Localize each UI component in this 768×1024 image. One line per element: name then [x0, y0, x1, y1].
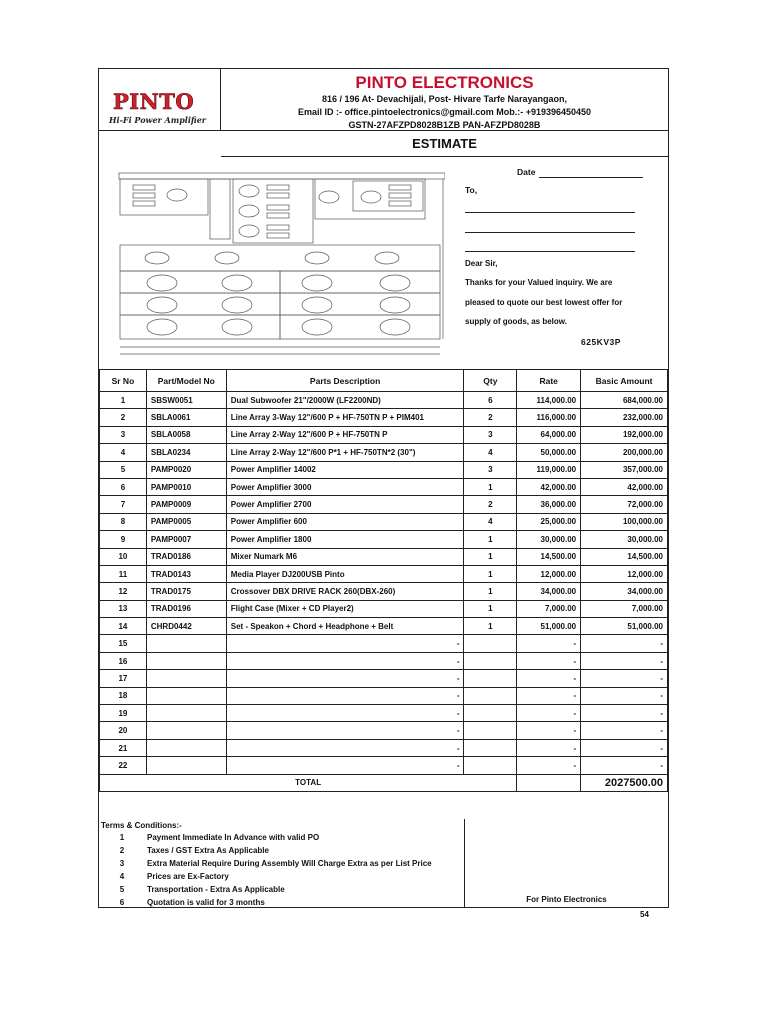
cell-part-model	[146, 687, 226, 704]
cell-rate: 119,000.00	[517, 461, 581, 478]
cell-qty: 1	[464, 565, 517, 582]
cell-sr-no: 5	[100, 461, 147, 478]
cell-rate: -	[517, 722, 581, 739]
cell-qty: 1	[464, 531, 517, 548]
cell-amount: -	[581, 652, 668, 669]
cell-qty	[464, 635, 517, 652]
cell-amount: 7,000.00	[581, 600, 668, 617]
table-row	[100, 461, 668, 478]
cell-part-model: TRAD0196	[146, 600, 226, 617]
cell-sr-no: 8	[100, 513, 147, 530]
cell-description: Dual Subwoofer 21"/2000W (LF2200ND)	[226, 392, 464, 409]
cell-rate: 114,000.00	[517, 392, 581, 409]
table-row	[100, 548, 668, 565]
table-row	[100, 531, 668, 548]
table-row	[100, 565, 668, 582]
cell-amount: -	[581, 687, 668, 704]
cell-description: Power Amplifier 2700	[226, 496, 464, 513]
cell-part-model: PAMP0010	[146, 478, 226, 495]
cell-amount: -	[581, 739, 668, 756]
cell-part-model	[146, 757, 226, 774]
table-row	[100, 496, 668, 513]
cell-qty	[464, 670, 517, 687]
cell-amount: 100,000.00	[581, 513, 668, 530]
table-row	[100, 687, 668, 704]
speaker-layout-diagram	[117, 159, 445, 359]
cell-description: Power Amplifier 3000	[226, 478, 464, 495]
salutation: Dear Sir,	[465, 259, 498, 268]
table-row	[100, 600, 668, 617]
cell-description: -	[226, 739, 464, 756]
cell-sr-no: 17	[100, 670, 147, 687]
cell-description: Media Player DJ200USB Pinto	[226, 565, 464, 582]
terms-box	[99, 819, 465, 908]
cell-amount: 51,000.00	[581, 618, 668, 635]
cell-qty	[464, 687, 517, 704]
logo-box	[99, 69, 221, 131]
cell-qty: 1	[464, 478, 517, 495]
cell-sr-no: 1	[100, 392, 147, 409]
cell-sr-no: 4	[100, 444, 147, 461]
cell-sr-no: 21	[100, 739, 147, 756]
term-number: 2	[119, 846, 125, 855]
cell-description: -	[226, 652, 464, 669]
cell-part-model: TRAD0143	[146, 565, 226, 582]
company-address: 816 / 196 At- Devachijali, Post- Hivare Tarfe Narayangaon,	[321, 94, 568, 104]
cell-sr-no: 13	[100, 600, 147, 617]
cell-part-model: CHRD0442	[146, 618, 226, 635]
company-header	[221, 69, 668, 131]
table-row	[100, 392, 668, 409]
document-title: ESTIMATE	[221, 131, 668, 157]
term-number: 1	[119, 833, 125, 842]
address-line-2[interactable]	[465, 232, 635, 233]
term-text: Quotation is valid for 3 months	[147, 898, 265, 907]
cell-rate: 12,000.00	[517, 565, 581, 582]
cell-qty	[464, 757, 517, 774]
cell-amount: 34,000.00	[581, 583, 668, 600]
cell-description: -	[226, 635, 464, 652]
table-row	[100, 478, 668, 495]
cell-description: -	[226, 757, 464, 774]
cell-part-model: SBLA0234	[146, 444, 226, 461]
cell-rate: 25,000.00	[517, 513, 581, 530]
cell-rate: 34,000.00	[517, 583, 581, 600]
cell-description: Line Array 3-Way 12"/600 P + HF-750TN P + PIM401	[226, 409, 464, 426]
col-qty: Qty	[464, 370, 517, 392]
cell-description: Set - Speakon + Chord + Headphone + Belt	[226, 618, 464, 635]
pinto-logo: PINTO	[113, 89, 195, 114]
terms-section	[99, 819, 668, 908]
cell-rate: 36,000.00	[517, 496, 581, 513]
signatory: For Pinto Electronics	[526, 895, 607, 904]
company-tax-ids: GSTN-27AFZPD8028B1ZB PAN-AFZPD8028B	[348, 120, 541, 130]
cell-sr-no: 7	[100, 496, 147, 513]
term-text: Transportation - Extra As Applicable	[147, 885, 285, 894]
cell-sr-no: 9	[100, 531, 147, 548]
cell-rate: 14,500.00	[517, 548, 581, 565]
cell-description: Line Array 2-Way 12"/600 P*1 + HF-750TN*2 (30")	[226, 444, 464, 461]
cell-qty: 2	[464, 496, 517, 513]
cell-sr-no: 12	[100, 583, 147, 600]
cell-qty: 4	[464, 444, 517, 461]
cell-rate: 30,000.00	[517, 531, 581, 548]
cell-amount: 12,000.00	[581, 565, 668, 582]
table-row	[100, 409, 668, 426]
cell-part-model	[146, 739, 226, 756]
cell-description: -	[226, 722, 464, 739]
cell-amount: 14,500.00	[581, 548, 668, 565]
cell-rate: -	[517, 739, 581, 756]
total-row	[100, 774, 668, 791]
table-row	[100, 635, 668, 652]
col-part-model: Part/Model No	[146, 370, 226, 392]
cell-description: Power Amplifier 14002	[226, 461, 464, 478]
cell-part-model	[146, 635, 226, 652]
col-description: Parts Description	[226, 370, 464, 392]
col-sr-no: Sr No	[100, 370, 147, 392]
cell-part-model: PAMP0020	[146, 461, 226, 478]
table-row	[100, 722, 668, 739]
company-name: PINTO ELECTRONICS	[355, 73, 534, 92]
cell-part-model: SBLA0061	[146, 409, 226, 426]
cell-rate: -	[517, 687, 581, 704]
cell-sr-no: 15	[100, 635, 147, 652]
cell-amount: -	[581, 705, 668, 722]
company-contact: Email ID :- office.pintoelectronics@gmail.com Mob.:- +919396450450	[297, 107, 592, 117]
estimate-sheet	[98, 68, 669, 908]
address-line-3[interactable]	[465, 251, 635, 252]
table-row	[100, 583, 668, 600]
cell-part-model: PAMP0007	[146, 531, 226, 548]
table-row	[100, 739, 668, 756]
cell-qty: 2	[464, 409, 517, 426]
cell-sr-no: 22	[100, 757, 147, 774]
table-row	[100, 670, 668, 687]
cell-sr-no: 3	[100, 426, 147, 443]
cell-description: Power Amplifier 600	[226, 513, 464, 530]
table-row	[100, 618, 668, 635]
term-text: Extra Material Require During Assembly Will Charge Extra as per List Price	[147, 859, 432, 868]
cell-part-model: PAMP0009	[146, 496, 226, 513]
cell-sr-no: 2	[100, 409, 147, 426]
cell-qty: 4	[464, 513, 517, 530]
total-spacer	[517, 774, 581, 791]
table-header-row	[100, 370, 668, 392]
cell-part-model	[146, 670, 226, 687]
cell-qty: 3	[464, 426, 517, 443]
table-row	[100, 426, 668, 443]
cell-amount: 357,000.00	[581, 461, 668, 478]
cell-amount: 232,000.00	[581, 409, 668, 426]
cell-rate: 51,000.00	[517, 618, 581, 635]
terms-title: Terms & Conditions:-	[101, 821, 182, 830]
letter-body-line-1: Thanks for your Valued inquiry. We are	[465, 278, 613, 287]
cell-rate: -	[517, 635, 581, 652]
cell-part-model: TRAD0175	[146, 583, 226, 600]
term-text: Payment Immediate In Advance with valid PO	[147, 833, 320, 842]
cell-qty: 1	[464, 618, 517, 635]
logo-tagline: Hi-Fi Power Amplifier	[109, 115, 206, 125]
address-line-1[interactable]	[465, 212, 635, 213]
cell-sr-no: 11	[100, 565, 147, 582]
items-table	[99, 369, 668, 792]
letter-body-line-2: pleased to quote our best lowest offer for	[465, 298, 623, 307]
to-label: To,	[465, 185, 478, 195]
term-number: 4	[119, 872, 125, 881]
cell-amount: 30,000.00	[581, 531, 668, 548]
total-label: TOTAL	[100, 774, 517, 791]
cell-qty: 6	[464, 392, 517, 409]
cell-sr-no: 19	[100, 705, 147, 722]
term-number: 3	[119, 859, 125, 868]
cell-qty: 3	[464, 461, 517, 478]
letter-body-line-3: supply of goods, as below.	[465, 317, 567, 326]
cell-rate: -	[517, 670, 581, 687]
cell-amount: 72,000.00	[581, 496, 668, 513]
cell-description: Power Amplifier 1800	[226, 531, 464, 548]
cell-rate: 50,000.00	[517, 444, 581, 461]
cell-part-model	[146, 722, 226, 739]
cell-amount: -	[581, 670, 668, 687]
cell-amount: 192,000.00	[581, 426, 668, 443]
cell-amount: 200,000.00	[581, 444, 668, 461]
cell-sr-no: 14	[100, 618, 147, 635]
cell-rate: 64,000.00	[517, 426, 581, 443]
cell-description: Line Array 2-Way 12"/600 P + HF-750TN P	[226, 426, 464, 443]
cell-qty	[464, 652, 517, 669]
cell-part-model: PAMP0005	[146, 513, 226, 530]
cell-qty	[464, 705, 517, 722]
cell-part-model: SBLA0058	[146, 426, 226, 443]
cell-amount: -	[581, 722, 668, 739]
term-number: 6	[119, 898, 125, 907]
cell-part-model	[146, 705, 226, 722]
cell-amount: -	[581, 757, 668, 774]
cell-qty: 1	[464, 583, 517, 600]
cell-amount: -	[581, 635, 668, 652]
table-row	[100, 513, 668, 530]
cell-qty: 1	[464, 600, 517, 617]
table-row	[100, 444, 668, 461]
cell-amount: 684,000.00	[581, 392, 668, 409]
table-row	[100, 705, 668, 722]
cell-rate: 42,000.00	[517, 478, 581, 495]
table-row	[100, 757, 668, 774]
table-row	[100, 652, 668, 669]
cell-part-model: SBSW0051	[146, 392, 226, 409]
cell-sr-no: 20	[100, 722, 147, 739]
cell-qty	[464, 739, 517, 756]
cell-rate: 7,000.00	[517, 600, 581, 617]
cell-sr-no: 16	[100, 652, 147, 669]
cell-description: Flight Case (Mixer + CD Player2)	[226, 600, 464, 617]
kva-rating: 625KV3P	[581, 337, 621, 347]
cell-description: Mixer Numark M6	[226, 548, 464, 565]
cell-rate: 116,000.00	[517, 409, 581, 426]
term-number: 5	[119, 885, 125, 894]
cell-rate: -	[517, 757, 581, 774]
cell-description: -	[226, 670, 464, 687]
col-rate: Rate	[517, 370, 581, 392]
cell-rate: -	[517, 652, 581, 669]
cell-sr-no: 18	[100, 687, 147, 704]
cell-description: Crossover DBX DRIVE RACK 260(DBX-260)	[226, 583, 464, 600]
cell-qty	[464, 722, 517, 739]
page-number: 54	[640, 910, 649, 919]
cell-sr-no: 10	[100, 548, 147, 565]
cell-qty: 1	[464, 548, 517, 565]
cell-part-model: TRAD0186	[146, 548, 226, 565]
total-value: 2027500.00	[581, 774, 668, 791]
cell-part-model	[146, 652, 226, 669]
term-text: Prices are Ex-Factory	[147, 872, 229, 881]
cell-amount: 42,000.00	[581, 478, 668, 495]
cell-rate: -	[517, 705, 581, 722]
date-label: Date	[517, 167, 536, 177]
term-text: Taxes / GST Extra As Applicable	[147, 846, 269, 855]
cell-description: -	[226, 705, 464, 722]
col-basic-amount: Basic Amount	[581, 370, 668, 392]
cell-description: -	[226, 687, 464, 704]
cell-sr-no: 6	[100, 478, 147, 495]
date-field-line[interactable]	[539, 177, 643, 178]
